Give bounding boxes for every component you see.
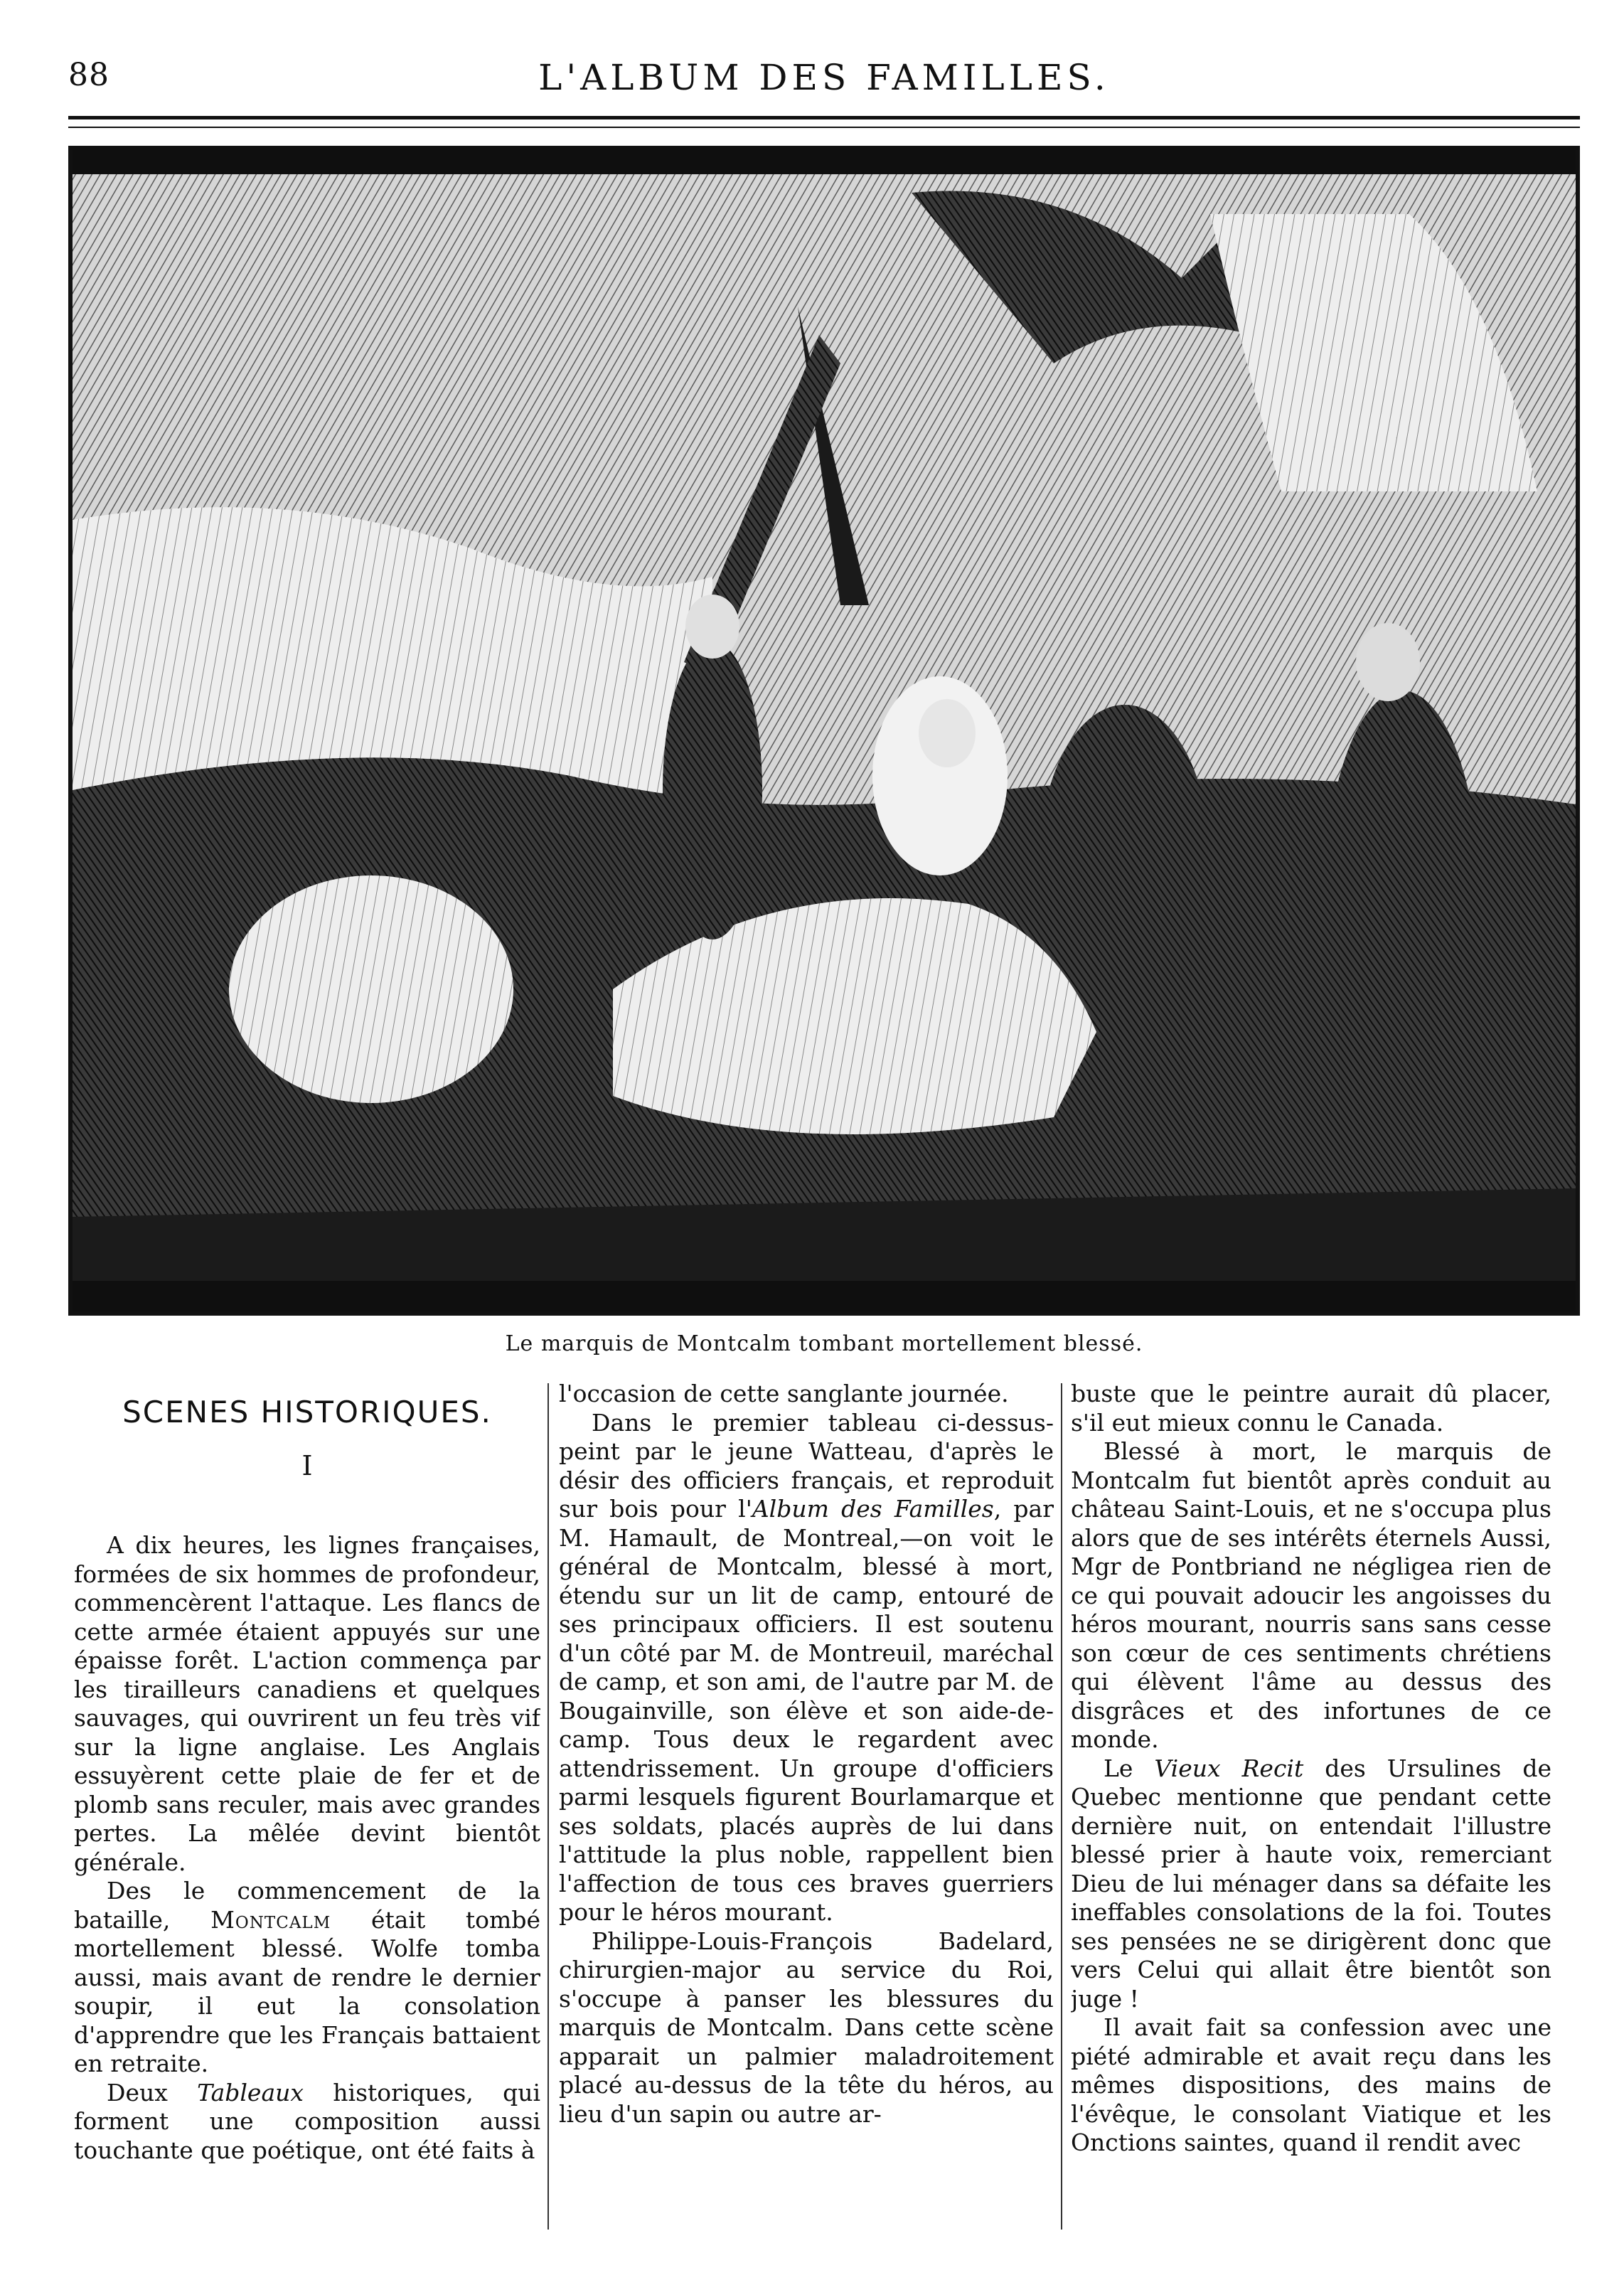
header-rule-thin (68, 127, 1580, 128)
text-column-2 (559, 1380, 1054, 2254)
column-divider (547, 1383, 549, 2230)
paragraph-text: était tombé mortellement blessé. Wolfe tomba aussi, mais avant de rendre le dernier soupir, il eut la consolation d'apprendre que les Français battaient en retraite. (74, 1905, 540, 2077)
text-column-1 (74, 1380, 540, 2254)
paragraph-text: des Ursulines de Quebec mentionne que pendant cette dernière nuit, on entendait l'illustre blessé prier à haute voix, remerciant Dieu de lui ménager dans sa défaite les ineffables consolations de la foi. Toutes ses pensées ne se dirigèrent donc que vers Celui qui allait être bientôt son juge ! (1071, 1754, 1551, 2013)
paragraph (1071, 1754, 1551, 2014)
text-column-3 (1071, 1380, 1551, 2254)
paragraph-continuation: l'occasion de cette sanglante journée. (559, 1380, 1009, 1407)
paragraph-text: historiques, qui forment une composition aussi touchante que poétique, ont été faits à (74, 2078, 540, 2164)
page-header (68, 57, 1580, 107)
paragraph-text: Le (1104, 1754, 1155, 1782)
paragraph-text: Dans le premier tableau ci-dessus-peint par le jeune Watteau, d'après le désir des officiers français, et reproduit sur bois pour l' (559, 1408, 1054, 1523)
engraving-scene (73, 150, 1576, 1311)
column-divider (1061, 1383, 1062, 2230)
paragraph (74, 2079, 540, 2166)
header-rule-thick (68, 116, 1580, 119)
paragraph: Il avait fait sa confession avec une piété admirable et avait reçu dans les mêmes dispositions, des mains de l'évêque, le consolant Viatique et les Onctions saintes, quand il rendit avec (1071, 2013, 1551, 2156)
italic-term: Vieux Recit (1154, 1754, 1304, 1782)
paragraph: Philippe-Louis-François Badelard, chirurgien-major au service du Roi, s'occupe à panser les blessures du marquis de Montcalm. Dans cette scène apparait un palmier maladroitement placé au-dessus de la tête du héros, au lieu d'un sapin ou autre ar- (559, 1927, 1054, 2128)
paragraph (74, 1877, 540, 2079)
paragraph-text: Des le commencement de la bataille, (74, 1877, 540, 1934)
person-name: Montcalm (210, 1905, 331, 1934)
engraving-illustration (68, 146, 1580, 1316)
article-title: SCENES HISTORIQUES. (122, 1395, 492, 1429)
paragraph-text: , par M. Hamault, de Montreal,—on voit le général de Montcalm, blessé à mort, étendu sur un lit de camp, entouré de ses principaux officiers. Il est soutenu d'un côté par M. de Montreuil, maréchal de camp, et son ami, de l'autre par M. de Bougainville, son élève et son aide-de-camp. Tous deux le regardent avec attendrissement. Un groupe d'officiers parmi lesquels figurent Bourlamarque et ses soldats, placés auprès de lui dans l'attitude la plus noble, rappellent bien l'affection de tous ces braves guerriers pour le héros mourant. (559, 1495, 1054, 1926)
page-number: 88 (68, 57, 109, 93)
italic-term: Album des Familles (752, 1495, 994, 1523)
paragraph: Blessé à mort, le marquis de Montcalm fut bientôt après conduit au château Saint-Louis, et ne s'occupa plus alors que de ses intérêts éternels Aussi, Mgr de Pontbriand ne négligea rien de ce qui pouvait adoucir les angoisses du héros mourant, nourris sans sans cesse son cœur de ces sentiments chrétiens qui élèvent l'âme au dessus des disgrâces et des infortunes de ce monde. (1071, 1437, 1551, 1753)
paragraph-continuation: buste que le peintre aurait dû placer, s'il eut mieux connu le Canada. (1071, 1380, 1551, 1437)
illustration-caption: Le marquis de Montcalm tombant mortellement blessé. (505, 1331, 1143, 1356)
running-title: L'ALBUM DES FAMILLES. (538, 57, 1110, 98)
paragraph: A dix heures, les lignes françaises, formées de six hommes de profondeur, commencèrent l'attaque. Les flancs de cette armée étaient appuyés sur une épaisse forêt. L'action commença par les tirailleurs canadiens et quelques sauvages, qui ouvrirent un feu très vif sur la ligne anglaise. Les Anglais essuyèrent cette plaie de fer et de plomb sans reculer, mais avec grandes pertes. La mêlée devint bientôt générale. (74, 1531, 540, 1876)
paragraph (559, 1409, 1054, 1927)
paragraph-text: Deux (107, 2078, 198, 2106)
italic-term: Tableaux (197, 2078, 304, 2106)
section-number: I (301, 1449, 313, 1481)
